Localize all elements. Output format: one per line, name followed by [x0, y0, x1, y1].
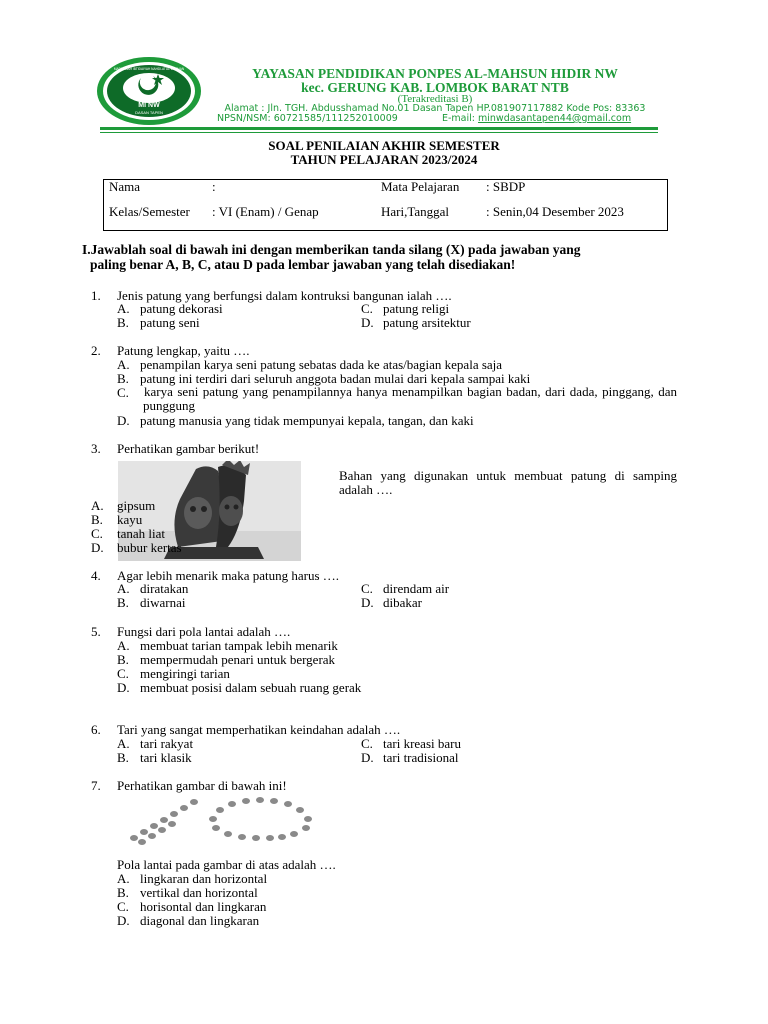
accreditation: (Terakreditasi B) [397, 93, 473, 105]
option-letter: A. [91, 498, 104, 513]
option-text: horisontal dan lingkaran [140, 899, 267, 914]
option-letter: C. [361, 736, 373, 751]
option-text: vertikal dan horizontal [140, 885, 258, 900]
logo-subtitle: DASAN TAPEN [135, 110, 163, 115]
option-text: diagonal dan lingkaran [140, 913, 260, 928]
question-number: 3. [91, 441, 101, 456]
option-letter: A. [117, 736, 130, 751]
option-letter: D. [361, 750, 374, 765]
floor-pattern-figure [118, 792, 328, 850]
question-text: Patung lengkap, yaitu …. [117, 343, 250, 358]
option-letter: C. [117, 666, 129, 681]
option-letter: A. [117, 301, 130, 316]
option-text: tari klasik [140, 750, 192, 765]
option-text: diratakan [140, 581, 189, 596]
class-label: Kelas/Semester [109, 204, 190, 219]
option-letter: C. [361, 301, 373, 316]
option-text: patung religi [383, 301, 450, 316]
option-text: membuat tarian tampak lebih menarik [140, 638, 338, 653]
option-text: direndam air [383, 581, 450, 596]
email-link[interactable]: minwdasantapen44@gmail.com [478, 113, 632, 124]
option-text: tari tradisional [383, 750, 459, 765]
option-letter: D. [117, 913, 130, 928]
question-text: Jenis patung yang berfungsi dalam kontruksi bangunan ialah …. [117, 288, 452, 303]
question-number: 4. [91, 568, 101, 583]
option-text: gipsum [117, 498, 156, 513]
option-letter: A. [117, 638, 130, 653]
option-text: dibakar [383, 595, 422, 610]
option-letter: C. [117, 899, 129, 914]
exam-title: SOAL PENILAIAN AKHIR SEMESTER [268, 138, 500, 153]
option-letter: A. [117, 581, 130, 596]
class-value: : VI (Enam) / Genap [212, 204, 319, 219]
option-letter: D. [361, 595, 374, 610]
header-rule-thin [100, 132, 658, 133]
floor-pattern-dots [130, 797, 312, 845]
date-value: : Senin,04 Desember 2023 [486, 204, 624, 219]
option-letter: B. [117, 315, 129, 330]
option-letter: D. [91, 540, 104, 555]
option-text: lingkaran dan horizontal [140, 871, 268, 886]
question-after-text: Pola lantai pada gambar di atas adalah …. [117, 857, 336, 872]
email-label: E-mail: [442, 113, 479, 124]
option-text: patung seni [140, 315, 200, 330]
logo-top-text [114, 67, 185, 71]
option-letter: D. [117, 680, 130, 695]
option-text: tari kreasi baru [383, 736, 461, 751]
question-text: Perhatikan gambar berikut! [117, 441, 260, 456]
option-letter: A. [117, 357, 130, 372]
option-text: patung arsitektur [383, 315, 471, 330]
email-block [442, 113, 631, 124]
subject-value: : SBDP [486, 179, 526, 194]
option-text: karya seni patung yang penampilannya hanya menampilkan bagian badan, dari dada, pinggang, dan punggung [143, 384, 677, 413]
subject-label: Mata Pelajaran [381, 179, 460, 194]
question-text: Agar lebih menarik maka patung harus …. [117, 568, 340, 583]
exam-year: TAHUN PELAJARAN 2023/2024 [290, 152, 478, 167]
instruction-line-1: I.Jawablah soal di bawah ini dengan memberikan tanda silang (X) pada jawaban yang [82, 242, 581, 257]
name-colon: : [212, 179, 216, 194]
question-number: 6. [91, 722, 101, 737]
option-text: bubur kertas [117, 540, 182, 555]
district-name: kec. GERUNG KAB. LOMBOK BARAT NTB [301, 80, 569, 95]
option-letter: B. [117, 652, 129, 667]
name-label: Nama [109, 179, 141, 194]
header-rule-thick [100, 127, 658, 130]
option-letter: B. [117, 595, 129, 610]
foundation-name: YAYASAN PENDIDIKAN PONPES AL-MAHSUN HIDIR NW [252, 66, 618, 81]
question-number: 1. [91, 288, 101, 303]
question-text: Perhatikan gambar di bawah ini! [117, 778, 287, 793]
question-number: 7. [91, 778, 101, 793]
school-logo [96, 56, 202, 126]
question-side-text: Bahan yang digunakan untuk membuat patung di samping adalah …. [339, 468, 677, 497]
option-text: mengiringi tarian [140, 666, 230, 681]
option-text: mempermudah penari untuk bergerak [140, 652, 336, 667]
option-letter: B. [117, 371, 129, 386]
option-letter: D. [361, 315, 374, 330]
option-text: diwarnai [140, 595, 186, 610]
option-letter: B. [91, 512, 103, 527]
option-text: kayu [117, 512, 143, 527]
logo-name: MI NW [138, 102, 160, 109]
npsn: NPSN/NSM: 60721585/111252010009 [217, 113, 398, 124]
option-letter: D. [117, 413, 130, 428]
question-number: 2. [91, 343, 101, 358]
option-letter: C. [361, 581, 373, 596]
question-text: Fungsi dari pola lantai adalah …. [117, 624, 291, 639]
option-text: membuat posisi dalam sebuah ruang gerak [140, 680, 362, 695]
option-letter: B. [117, 885, 129, 900]
question-text: Tari yang sangat memperhatikan keindahan adalah …. [117, 722, 401, 737]
question-number: 5. [91, 624, 101, 639]
option-letter: A. [117, 871, 130, 886]
instruction-line-2: paling benar A, B, C, atau D pada lembar jawaban yang telah disediakan! [90, 257, 516, 272]
option-letter: C. [91, 526, 103, 541]
option-text: patung manusia yang tidak mempunyai kepala, tangan, dan kaki [140, 413, 474, 428]
option-letter: C. [117, 385, 129, 400]
date-label: Hari,Tanggal [381, 204, 450, 219]
option-text: tari rakyat [140, 736, 194, 751]
svg-text:MADRASAH IBTIDAIYAH NAHDLATUL: MADRASAH IBTIDAIYAH NAHDLATUL WATHAN [113, 67, 185, 71]
school-address: Alamat : Jln. TGH. Abdusshamad No.01 Dasan Tapen HP.081907117882 Kode Pos: 83363 [224, 103, 646, 114]
option-text: tanah liat [117, 526, 166, 541]
option-text: patung dekorasi [140, 301, 223, 316]
option-text: patung ini terdiri dari seluruh anggota badan mulai dari kepala sampai kaki [140, 371, 531, 386]
option-letter: B. [117, 750, 129, 765]
option-text: penampilan karya seni patung sebatas dada ke atas/bagian kepala saja [140, 357, 503, 372]
